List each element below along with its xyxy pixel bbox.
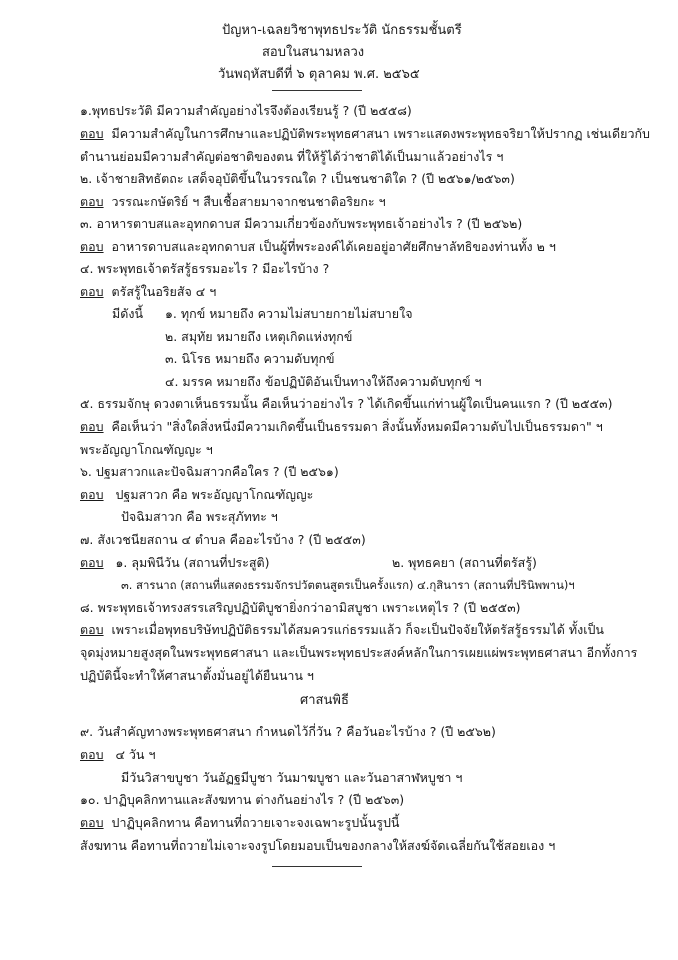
answer-6: ตอบ ปฐมสาวก คือ พระอัญญาโกณฑัญญะ	[80, 487, 314, 502]
answer-5: ตอบ คือเห็นว่า "สิ่งใดสิ่งหนึ่งมีความเกิดขึ้นเป็นธรรมดา สิ่งนั้นทั้งหมดมีความดับไปเป็นธรรมดา" ฯ	[80, 419, 603, 434]
answer-4-item-1: ๑. ทุกข์ หมายถึง ความไม่สบายกายไม่สบายใจ	[165, 306, 413, 321]
question-5: ๕. ธรรมจักษุ ดวงตาเห็นธรรมนั้น คือเห็นว่าอย่างไร ? ได้เกิดขึ้นแก่ท่านผู้ใดเป็นคนแรก ? (ปี ๒๕๕๓)	[80, 396, 613, 411]
question-7: ๗. สังเวชนียสถาน ๔ ตำบล คืออะไรบ้าง ? (ปี ๒๕๕๓)	[80, 532, 366, 547]
question-6: ๖. ปฐมสาวกและปัจฉิมสาวกคือใคร ? (ปี ๒๕๖๑)	[80, 464, 339, 479]
question-2: ๒. เจ้าชายสิทธัตถะ เสด็จอุบัติขึ้นในวรรณใด ? เป็นชนชาติใด ? (ปี ๒๕๖๑/๒๕๖๓)	[80, 171, 515, 186]
answer-10-cont: สังฆทาน คือทานที่ถวายไม่เจาะจงรูปโดยมอบเป็นของกลางให้สงฆ์จัดเฉลี่ยกันใช้สอยเอง ฯ	[80, 838, 556, 853]
answer-1-cont: ตำนานย่อมมีความสำคัญต่อชาติของตน ที่ให้รู้ได้ว่าชาติได้เป็นมาแล้วอย่างไร ฯ	[80, 149, 504, 164]
answer-9: ตอบ ๔ วัน ฯ	[80, 747, 156, 762]
answer-4: ตอบ ตรัสรู้ในอริยสัจ ๔ ฯ	[80, 284, 217, 299]
answer-4-intro: มีดังนี้	[112, 306, 144, 321]
answer-4-item-4: ๔. มรรค หมายถึง ข้อปฏิบัติอันเป็นทางให้ถึงความดับทุกข์ ฯ	[165, 374, 482, 389]
answer-4-item-3: ๓. นิโรธ หมายถึง ความดับทุกข์	[165, 351, 335, 366]
answer-3: ตอบ อาหารดาบสและอุทกดาบส เป็นผู้ที่พระองค์ได้เคยอยู่อาศัยศึกษาลัทธิของท่านทั้ง ๒ ฯ	[80, 239, 556, 254]
answer-label: ตอบ	[80, 815, 104, 830]
footer-divider	[272, 866, 362, 867]
answer-label: ตอบ	[80, 419, 104, 434]
question-3: ๓. อาหารตาบสและอุทกดาบส มีความเกี่ยวข้องกับพระพุทธเจ้าอย่างไร ? (ปี ๒๕๖๒)	[80, 216, 523, 231]
answer-6-cont: ปัจฉิมสาวก คือ พระสุภัททะ ฯ	[121, 509, 278, 524]
answer-2: ตอบ วรรณะกษัตริย์ ฯ สืบเชื้อสายมาจากชนชาติอริยกะ ฯ	[80, 194, 386, 209]
doc-date: วันพฤหัสบดีที่ ๖ ตุลาคม พ.ศ. ๒๕๖๕	[218, 67, 420, 82]
answer-8-cont-2: ปฏิบัตินี้จะทำให้ศาสนาตั้งมั่นอยู่ได้ยืนนาน ฯ	[80, 668, 314, 683]
question-1: ๑.พุทธประวัติ มีความสำคัญอย่างไรจึงต้องเรียนรู้ ? (ปี ๒๕๕๘)	[80, 103, 412, 118]
doc-title: ปัญหา-เฉลยวิชาพุทธประวัติ นักธรรมชั้นตรี	[222, 23, 462, 38]
answer-label: ตอบ	[80, 239, 104, 254]
section-heading: ศาสนพิธี	[300, 693, 349, 708]
header-divider	[272, 90, 362, 91]
question-8: ๘. พระพุทธเจ้าทรงสรรเสริญปฏิบัติบูชายิ่งกว่าอามิสบูชา เพราะเหตุไร ? (ปี ๒๕๕๓)	[80, 600, 521, 615]
answer-7-item-2: ๒. พุทธคยา (สถานที่ตรัสรู้)	[392, 555, 537, 570]
answer-10: ตอบ ปาฏิบุคลิกทาน คือทานที่ถวายเจาะจงเฉพาะรูปนั้นรูปนี้	[80, 815, 400, 830]
question-10: ๑๐. ปาฏิบุคลิกทานและสังฆทาน ต่างกันอย่างไร ? (ปี ๒๕๖๓)	[80, 792, 405, 807]
answer-9-cont: มีวันวิสาขบูชา วันอัฏฐมีบูชา วันมาฆบูชา และวันอาสาฬหบูชา ฯ	[121, 770, 463, 785]
answer-8: ตอบ เพราะเมื่อพุทธบริษัทปฏิบัติธรรมได้สมควรแก่ธรรมแล้ว ก็จะเป็นปัจจัยให้ตรัสรู้ธรรมได้ ทั้งเป็น	[80, 622, 604, 637]
answer-label: ตอบ	[80, 487, 104, 502]
answer-label: ตอบ	[80, 622, 104, 637]
answer-label: ตอบ	[80, 194, 104, 209]
answer-1: ตอบ มีความสำคัญในการศึกษาและปฏิบัติพระพุทธศาสนา เพราะแสดงพระพุทธจริยาให้ปรากฏ เช่นเดียวกับ	[80, 126, 650, 141]
answer-label: ตอบ	[80, 126, 104, 141]
answer-label: ตอบ	[80, 555, 104, 570]
answer-7: ตอบ ๑. ลุมพินีวัน (สถานที่ประสูติ)	[80, 555, 270, 570]
answer-4-item-2: ๒. สมุทัย หมายถึง เหตุเกิดแห่งทุกข์	[165, 329, 353, 344]
answer-label: ตอบ	[80, 284, 104, 299]
answer-label: ตอบ	[80, 747, 104, 762]
answer-7-items-3-4: ๓. สารนาถ (สถานที่แสดงธรรมจักรปวัตตนสูตรเป็นครั้งแรก) ๔.กุสินารา (สถานที่ปรินิพพาน)ฯ	[121, 578, 575, 592]
doc-subtitle: สอบในสนามหลวง	[262, 45, 365, 60]
answer-5-cont: พระอัญญาโกณฑัญญะ ฯ	[80, 442, 213, 457]
answer-8-cont-1: จุดมุ่งหมายสูงสุดในพระพุทธศาสนา และเป็นพระพุทธประสงค์หลักในการเผยแผ่พระพุทธศาสนา อีกทั้งการ	[80, 645, 638, 660]
question-4: ๔. พระพุทธเจ้าตรัสรู้ธรรมอะไร ? มีอะไรบ้าง ?	[80, 261, 330, 276]
question-9: ๙. วันสำคัญทางพระพุทธศาสนา กำหนดไว้กี่วัน ? คือวันอะไรบ้าง ? (ปี ๒๕๖๒)	[80, 724, 496, 739]
